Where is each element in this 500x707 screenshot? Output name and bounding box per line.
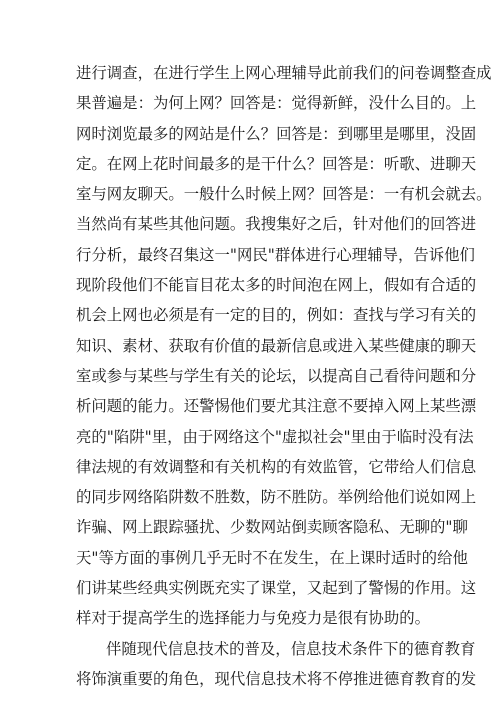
text-line: 律法规的有效调整和有关机构的有效监管，它带给人们信息: [76, 457, 477, 476]
text-line: 当然尚有某些其他问题。我搜集好之后，针对他们的回答进: [76, 215, 477, 234]
text-line: 天"等方面的事例几乎无时不在发生，在上课时适时的给他: [76, 548, 468, 567]
text-line: 们讲某些经典实例既充实了课堂，又起到了警惕的作用。这: [76, 579, 477, 598]
text-line: 网时浏览最多的网站是什么？回答是：到哪里是哪里，没固: [76, 124, 477, 143]
paragraph-1: [76, 58, 492, 634]
text-line: 伴随现代信息技术的普及，信息技术条件下的德育教育: [106, 639, 476, 658]
text-line: 诈骗、网上跟踪骚扰、少数网站倒卖顾客隐私、无聊的"聊: [76, 518, 468, 537]
text-line: 室与网友聊天。一般什么时候上网？回答是：一有机会就去。: [76, 185, 492, 204]
text-line: 亮的"陷阱"里，由于网络这个"虚拟社会"里由于临时没有法: [76, 427, 474, 446]
text-line: 将饰演重要的角色，现代信息技术将不停推进德育教育的发: [76, 669, 477, 688]
text-line: 果普遍是：为何上网？回答是：觉得新鲜，没什么目的。上: [76, 94, 477, 113]
text-line: 机会上网也必须是有一定的目的，例如：查找与学习有关的: [76, 306, 477, 325]
text-line: 现阶段他们不能盲目花太多的时间泡在网上，假如有合适的: [76, 276, 477, 295]
text-line: 行分析，最终召集这一"网民"群体进行心理辅导，告诉他们: [76, 245, 475, 264]
text-line: 进行调查，在进行学生上网心理辅导此前我们的问卷调整查成: [76, 64, 492, 82]
body-text: [76, 58, 492, 694]
paragraph-2: [76, 634, 477, 695]
text-line: 析问题的能力。还警惕他们要尤其注意不要掉入网上某些漂: [76, 397, 477, 416]
text-line: 定。在网上花时间最多的是干什么？回答是：听歌、进聊天: [76, 154, 477, 173]
text-line: 室或参与某些与学生有关的论坛，以提高自己看待问题和分: [76, 366, 477, 385]
text-line: 的同步网络陷阱数不胜数，防不胜防。举例给他们说如网上: [76, 488, 477, 507]
text-line: 样对于提高学生的选择能力与免疫力是很有协助的。: [76, 609, 430, 628]
text-line: 知识、素材、获取有价值的最新信息或进入某些健康的聊天: [76, 336, 477, 355]
